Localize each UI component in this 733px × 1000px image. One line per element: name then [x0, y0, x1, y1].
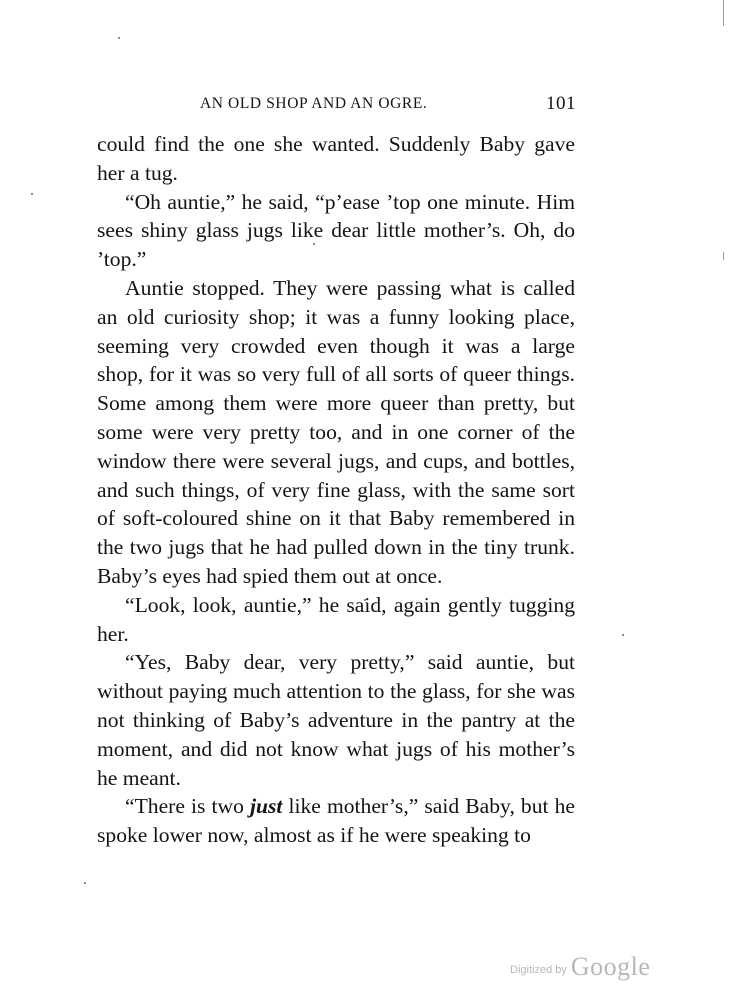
paragraph-text: “There is two — [125, 794, 250, 819]
paragraph — [97, 591, 575, 649]
page-edge-mark — [723, 252, 724, 260]
paper-speck — [622, 634, 624, 636]
paragraph — [97, 792, 575, 850]
watermark-prefix: Digitized by — [510, 964, 567, 976]
emphasized-word: just — [249, 794, 283, 819]
paragraph-text: like mother’s,” said Baby, but he spoke lower now, almost as if he were speaking to — [97, 794, 575, 848]
running-head — [200, 91, 576, 115]
watermark-brand: Google — [570, 952, 651, 981]
paragraph-text: Auntie stopped. They were passing what is called an old curiosity shop; it was a funny looking place, seeming very crowded even though it was a large shop, for it was so very full of all sorts of queer things. Some among them were more queer than pretty, but some were very pretty too, and in one corner of the window there were several jugs, and cups, and bottles, and such things, of very fine glass, with the same sort of soft-coloured shine on it that Baby remembered in the two jugs that he had pulled down in the tiny trunk. Baby’s eyes had spied them out at once. — [97, 275, 575, 588]
paragraph — [97, 130, 575, 188]
paragraph-text: “Oh auntie,” he said, “p’ease ’top one minute. Him sees shiny glass jugs like dear little mother’s. Oh, do ’top.” — [97, 189, 575, 272]
paragraph — [97, 274, 575, 591]
paragraph — [97, 648, 575, 792]
paper-speck — [84, 882, 86, 884]
page-edge-mark — [723, 0, 724, 26]
page-number: 101 — [546, 93, 576, 114]
running-title: AN OLD SHOP AND AN OGRE. — [200, 95, 428, 112]
paper-speck — [118, 37, 120, 39]
paragraph-text: “Yes, Baby dear, very pretty,” said auntie, but without paying much attention to the glass, for she was not thinking of Baby’s adventure in the pantry at the moment, and did not know what jugs of his mother’s he meant. — [97, 650, 575, 790]
digitization-watermark — [510, 952, 650, 982]
paragraph-text: could find the one she wanted. Suddenly Baby gave her a tug. — [97, 132, 575, 185]
paragraph-text: “Look, look, auntie,” he said, again gently tugging her. — [97, 592, 575, 646]
paragraph — [97, 188, 575, 274]
body-text — [97, 130, 575, 850]
paper-speck — [31, 193, 33, 195]
